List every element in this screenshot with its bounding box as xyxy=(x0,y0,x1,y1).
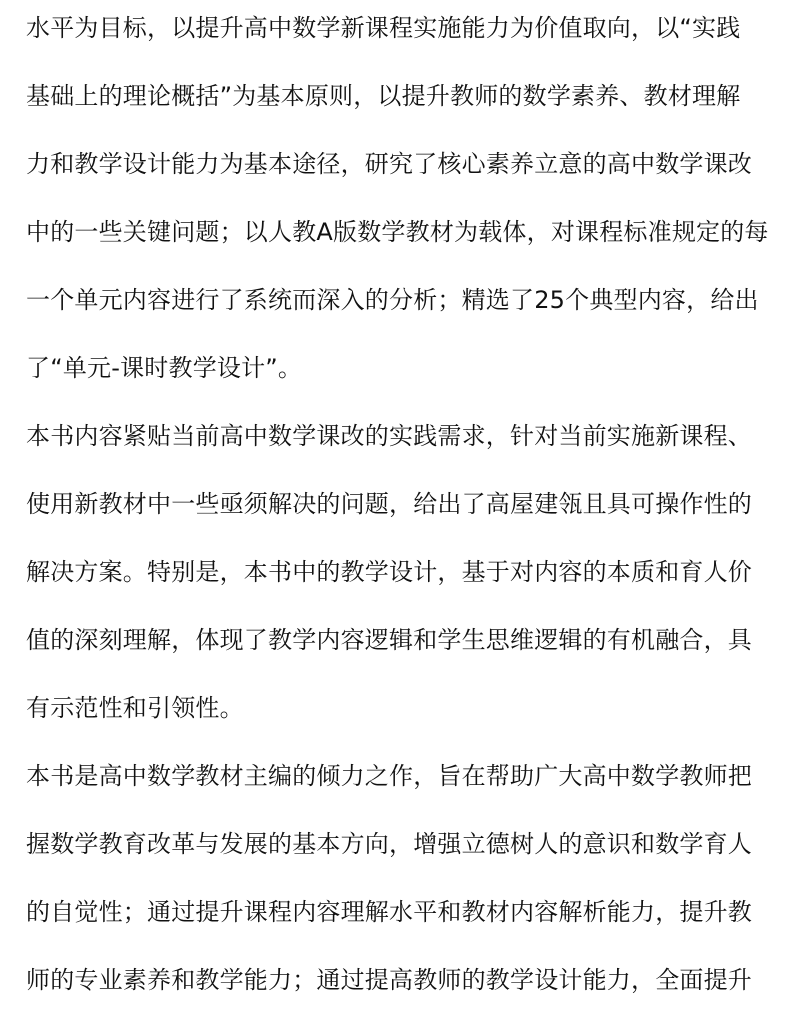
text-line: 基础上的理论概括”为基本原则，以提升教师的数学素养、教材理解 xyxy=(26,82,741,110)
text-line: 一个单元内容进行了系统而深入的分析；精选了25个典型内容，给出 xyxy=(26,286,759,314)
text-line: 中的一些关键问题；以人教A版数学教材为载体，对课程标准规定的每 xyxy=(26,218,769,246)
text-line: 的自觉性；通过提升课程内容理解水平和教材内容解析能力，提升教 xyxy=(26,898,752,926)
text-line: 本书内容紧贴当前高中数学课改的实践需求，针对当前实施新课程、 xyxy=(26,422,752,450)
text-line: 使用新教材中一些亟须解决的问题，给出了高屋建瓴且具可操作性的 xyxy=(26,490,752,518)
text-line: 解决方案。特别是，本书中的教学设计，基于对内容的本质和育人价 xyxy=(26,558,752,586)
text-line: 有示范性和引领性。 xyxy=(26,694,244,722)
text-line: 师的专业素养和教学能力；通过提高教师的教学设计能力，全面提升 xyxy=(26,966,752,994)
text-line: 力和教学设计能力为基本途径，研究了核心素养立意的高中数学课改 xyxy=(26,150,752,178)
text-line: 本书是高中数学教材主编的倾力之作，旨在帮助广大高中数学教师把 xyxy=(26,762,752,790)
text-line: 值的深刻理解，体现了教学内容逻辑和学生思维逻辑的有机融合，具 xyxy=(26,626,752,654)
text-line: 了“单元-课时教学设计”。 xyxy=(26,354,303,382)
text-line: 握数学教育改革与发展的基本方向，增强立德树人的意识和数学育人 xyxy=(26,830,752,858)
text-line: 水平为目标，以提升高中数学新课程实施能力为价值取向，以“实践 xyxy=(26,14,741,42)
